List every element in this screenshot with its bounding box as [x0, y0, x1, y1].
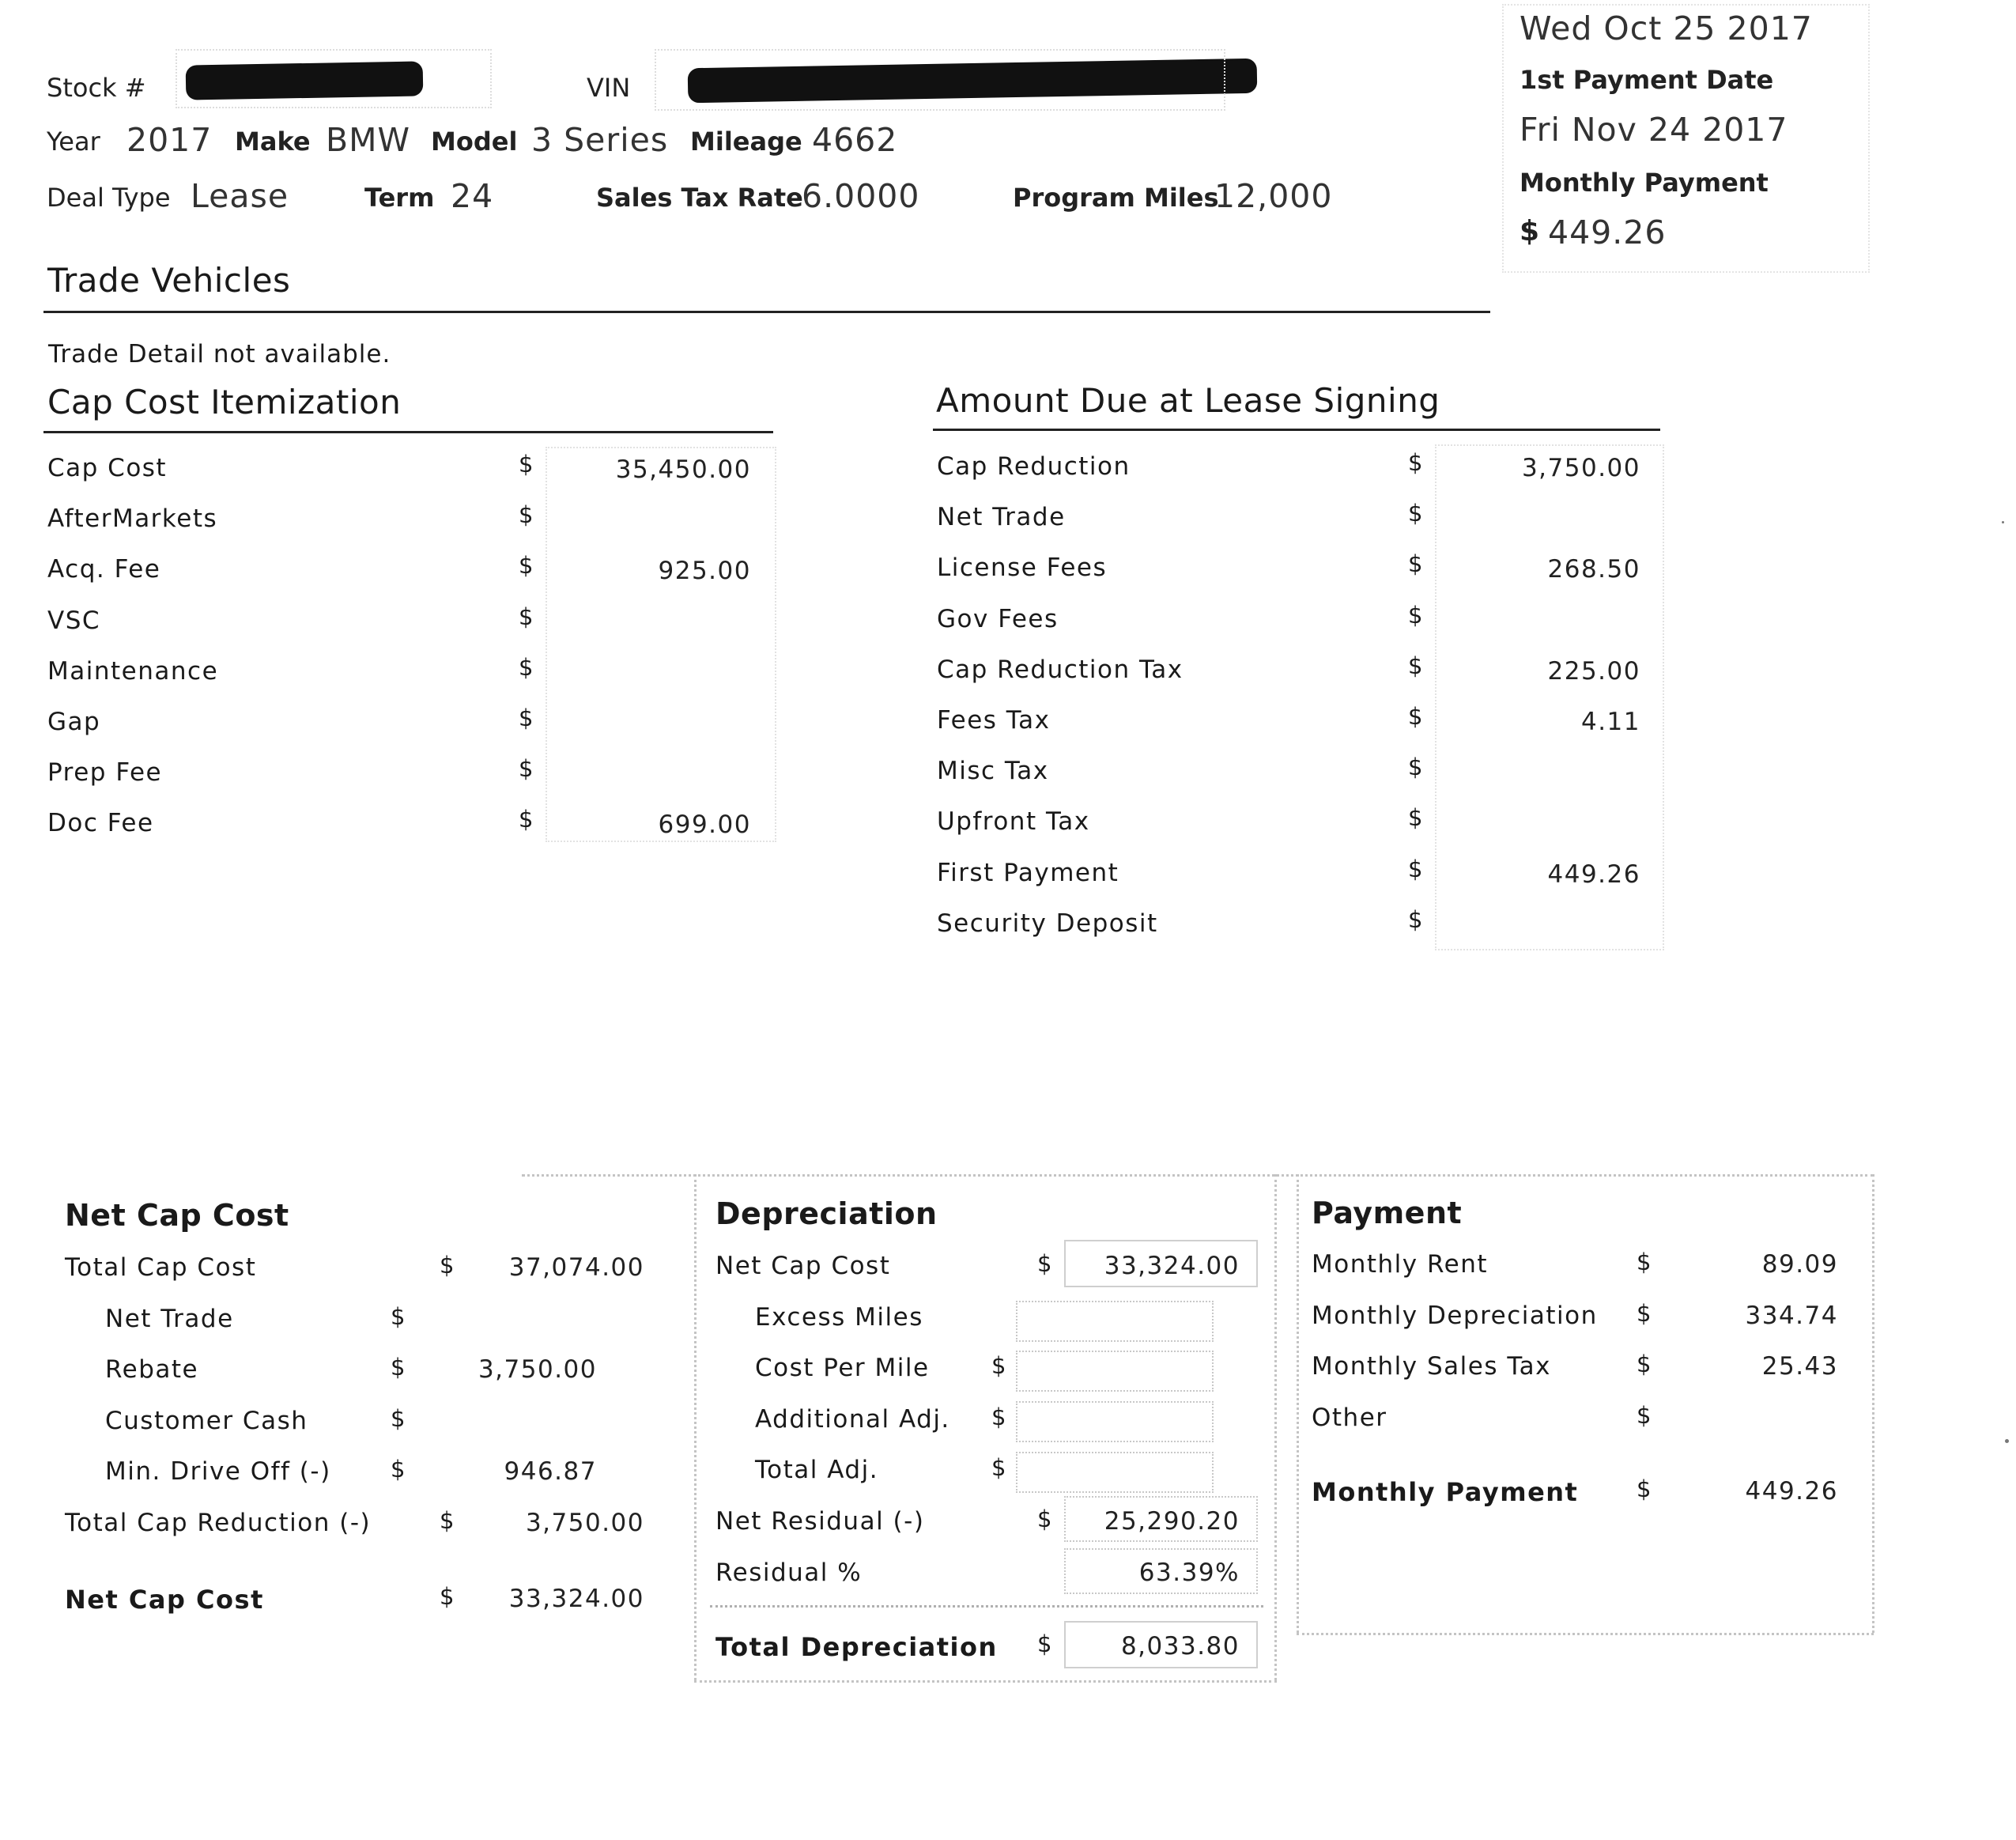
amount-due-row-label: Fees Tax	[937, 706, 1051, 735]
excess-miles-label: Excess Miles	[755, 1303, 923, 1332]
monthly-payment-label: Monthly Payment	[1520, 168, 1769, 198]
cap-cost-values-box	[546, 447, 776, 842]
payment-left-border	[1297, 1174, 1299, 1633]
current-date: Wed Oct 25 2017	[1520, 9, 1813, 47]
payment-monthly-payment-label: Monthly Payment	[1312, 1477, 1579, 1507]
monthly-rent-dollar: $	[1637, 1249, 1652, 1275]
additional-adj-box	[1016, 1401, 1214, 1442]
trade-detail-text: Trade Detail not available.	[48, 340, 391, 368]
cost-per-mile-dollar: $	[991, 1352, 1006, 1379]
amount-due-row-dollar: $	[1408, 703, 1423, 730]
net-cap-cost-total-value: 33,324.00	[508, 1585, 644, 1613]
amount-due-row-dollar: $	[1408, 500, 1423, 527]
depreciation-title: Depreciation	[715, 1196, 938, 1231]
make-value: BMW	[326, 121, 411, 159]
amount-due-row-label: Cap Reduction Tax	[937, 655, 1184, 684]
cap-cost-row-dollar: $	[519, 552, 534, 580]
term-value: 24	[451, 177, 494, 215]
monthly-sales-tax-dollar: $	[1637, 1351, 1652, 1377]
amount-due-row-value: 225.00	[1547, 656, 1640, 686]
amount-due-row-label: Net Trade	[937, 503, 1066, 532]
model-value: 3 Series	[531, 121, 669, 159]
trade-vehicles-title: Trade Vehicles	[47, 261, 291, 300]
amount-due-row-dollar: $	[1408, 601, 1423, 629]
total-depreciation-dollar: $	[1037, 1630, 1052, 1657]
sales-tax-value: 6.0000	[802, 177, 920, 215]
cap-cost-row-dollar: $	[519, 653, 534, 681]
amount-due-row-dollar: $	[1408, 550, 1423, 578]
cap-cost-itemization-rule	[43, 431, 773, 433]
mileage-label: Mileage	[690, 127, 802, 157]
amount-due-row-value: 449.26	[1547, 860, 1640, 889]
payment-bottom-border	[1297, 1633, 1874, 1635]
payment-monthly-payment-dollar: $	[1637, 1475, 1652, 1502]
dep-net-cap-cost-dollar: $	[1037, 1250, 1052, 1277]
cap-cost-row-label: Acq. Fee	[47, 555, 161, 584]
net-residual-dollar: $	[1037, 1506, 1052, 1532]
amount-due-row-value: 3,750.00	[1521, 454, 1640, 482]
rebate-label: Rebate	[105, 1355, 199, 1384]
depreciation-right-border	[1274, 1174, 1277, 1680]
monthly-rent-label: Monthly Rent	[1312, 1250, 1488, 1279]
depreciation-left-border	[694, 1174, 697, 1680]
total-cap-reduction-value: 3,750.00	[525, 1509, 644, 1537]
amount-due-row-value: 268.50	[1547, 555, 1640, 584]
cap-cost-row-dollar: $	[519, 501, 534, 529]
cap-cost-row-label: Doc Fee	[47, 809, 154, 838]
stock-label: Stock #	[47, 73, 146, 103]
first-payment-date-label: 1st Payment Date	[1520, 65, 1774, 95]
amount-due-row-dollar: $	[1408, 754, 1423, 781]
total-cap-reduction-label: Total Cap Reduction (-)	[65, 1509, 372, 1537]
cap-cost-row-label: Gap	[47, 708, 101, 736]
total-adj-box	[1016, 1452, 1214, 1493]
make-label: Make	[235, 127, 311, 157]
cap-cost-row-dollar: $	[519, 755, 534, 783]
cap-cost-itemization-title: Cap Cost Itemization	[47, 383, 402, 421]
amount-due-row-label: First Payment	[937, 858, 1119, 887]
monthly-depreciation-value: 334.74	[1745, 1302, 1838, 1330]
stock-number-field	[176, 49, 492, 108]
total-depreciation-label: Total Depreciation	[715, 1632, 998, 1662]
payment-title: Payment	[1312, 1196, 1463, 1230]
term-label: Term	[364, 183, 435, 213]
amount-due-row-dollar: $	[1408, 905, 1423, 933]
cap-cost-row-value: 925.00	[658, 557, 751, 586]
other-dollar: $	[1637, 1402, 1652, 1429]
min-drive-off-dollar: $	[391, 1456, 406, 1483]
year-value: 2017	[126, 121, 213, 159]
customer-cash-label: Customer Cash	[105, 1407, 308, 1435]
trade-vehicles-rule	[43, 311, 1490, 313]
vin-label: VIN	[587, 73, 631, 103]
scan-speck	[2005, 1439, 2009, 1443]
amount-due-row-label: Cap Reduction	[937, 452, 1131, 481]
payment-monthly-payment-value: 449.26	[1745, 1477, 1838, 1506]
cap-cost-row-label: Prep Fee	[47, 758, 163, 788]
total-cap-cost-dollar: $	[440, 1252, 455, 1279]
rebate-dollar: $	[391, 1354, 406, 1381]
rebate-value: 3,750.00	[478, 1355, 597, 1384]
net-trade-dollar: $	[391, 1303, 406, 1330]
deal-type-label: Deal Type	[47, 183, 171, 213]
residual-pct-value: 63.39%	[1138, 1559, 1240, 1587]
total-cap-reduction-dollar: $	[440, 1507, 455, 1534]
deal-type-value: Lease	[191, 177, 289, 215]
vin-field	[655, 49, 1225, 111]
amount-due-row-label: Misc Tax	[937, 757, 1049, 786]
cap-cost-row-value: 699.00	[658, 810, 751, 840]
total-cap-cost-value: 37,074.00	[508, 1253, 644, 1282]
min-drive-off-value: 946.87	[504, 1457, 597, 1486]
total-adj-label: Total Adj.	[755, 1456, 879, 1484]
cap-cost-row-dollar: $	[519, 451, 534, 478]
net-trade-label: Net Trade	[105, 1305, 234, 1333]
model-label: Model	[431, 127, 518, 157]
dollar-sign: $	[1520, 215, 1540, 247]
amount-due-row-value: 4.11	[1580, 708, 1640, 736]
net-cap-cost-total-dollar: $	[440, 1583, 455, 1610]
cap-cost-row-label: Cap Cost	[47, 454, 168, 482]
cap-cost-row-value: 35,450.00	[615, 455, 751, 484]
mileage-value: 4662	[812, 121, 898, 159]
year-label: Year	[47, 127, 100, 157]
cap-cost-row-label: AfterMarkets	[47, 504, 218, 534]
additional-adj-dollar: $	[991, 1404, 1006, 1430]
net-cap-cost-total-label: Net Cap Cost	[65, 1585, 264, 1615]
payment-right-border	[1872, 1174, 1874, 1633]
cost-per-mile-box	[1016, 1351, 1214, 1392]
amount-due-row-label: Security Deposit	[937, 909, 1158, 938]
cap-cost-row-label: VSC	[47, 606, 101, 635]
amount-due-rule	[933, 429, 1660, 431]
customer-cash-dollar: $	[391, 1405, 406, 1432]
amount-due-row-dollar: $	[1408, 855, 1423, 882]
other-label: Other	[1312, 1404, 1387, 1432]
cap-cost-row-label: Maintenance	[47, 656, 219, 686]
net-residual-value: 25,290.20	[1104, 1507, 1240, 1536]
monthly-rent-value: 89.09	[1761, 1250, 1838, 1279]
additional-adj-label: Additional Adj.	[755, 1405, 950, 1434]
bottom-panels-top-border	[522, 1174, 1874, 1177]
residual-pct-label: Residual %	[715, 1559, 863, 1587]
excess-miles-box	[1016, 1301, 1214, 1342]
total-depreciation-value: 8,033.80	[1120, 1632, 1240, 1661]
monthly-sales-tax-label: Monthly Sales Tax	[1312, 1352, 1551, 1381]
cost-per-mile-label: Cost Per Mile	[755, 1354, 930, 1382]
total-cap-cost-label: Total Cap Cost	[65, 1253, 257, 1282]
depreciation-total-rule	[710, 1605, 1263, 1608]
cap-cost-row-dollar: $	[519, 603, 534, 630]
amount-due-row-dollar: $	[1408, 652, 1423, 679]
cap-cost-row-dollar: $	[519, 806, 534, 833]
depreciation-bottom-border	[694, 1680, 1277, 1683]
net-cap-cost-title: Net Cap Cost	[65, 1198, 289, 1233]
scan-speck	[2002, 521, 2004, 523]
monthly-depreciation-dollar: $	[1637, 1300, 1652, 1327]
net-residual-label: Net Residual (-)	[715, 1507, 925, 1536]
monthly-depreciation-label: Monthly Depreciation	[1312, 1302, 1598, 1330]
monthly-sales-tax-value: 25.43	[1761, 1352, 1838, 1381]
amount-due-row-label: License Fees	[937, 554, 1108, 583]
min-drive-off-label: Min. Drive Off (-)	[105, 1457, 331, 1486]
cap-cost-row-dollar: $	[519, 705, 534, 731]
dep-net-cap-cost-value: 33,324.00	[1104, 1252, 1240, 1280]
amount-due-row-dollar: $	[1408, 449, 1423, 476]
dep-net-cap-cost-label: Net Cap Cost	[715, 1252, 891, 1280]
amount-due-row-label: Gov Fees	[937, 604, 1059, 633]
program-miles-label: Program Miles	[1013, 183, 1219, 213]
sales-tax-label: Sales Tax Rate	[596, 183, 803, 213]
monthly-payment-value: 449.26	[1548, 213, 1667, 251]
total-adj-dollar: $	[991, 1454, 1006, 1481]
amount-due-title: Amount Due at Lease Signing	[936, 381, 1440, 420]
amount-due-row-dollar: $	[1408, 804, 1423, 832]
program-miles-value: 12,000	[1214, 177, 1333, 215]
first-payment-date-value: Fri Nov 24 2017	[1520, 111, 1788, 149]
amount-due-row-label: Upfront Tax	[937, 807, 1090, 837]
